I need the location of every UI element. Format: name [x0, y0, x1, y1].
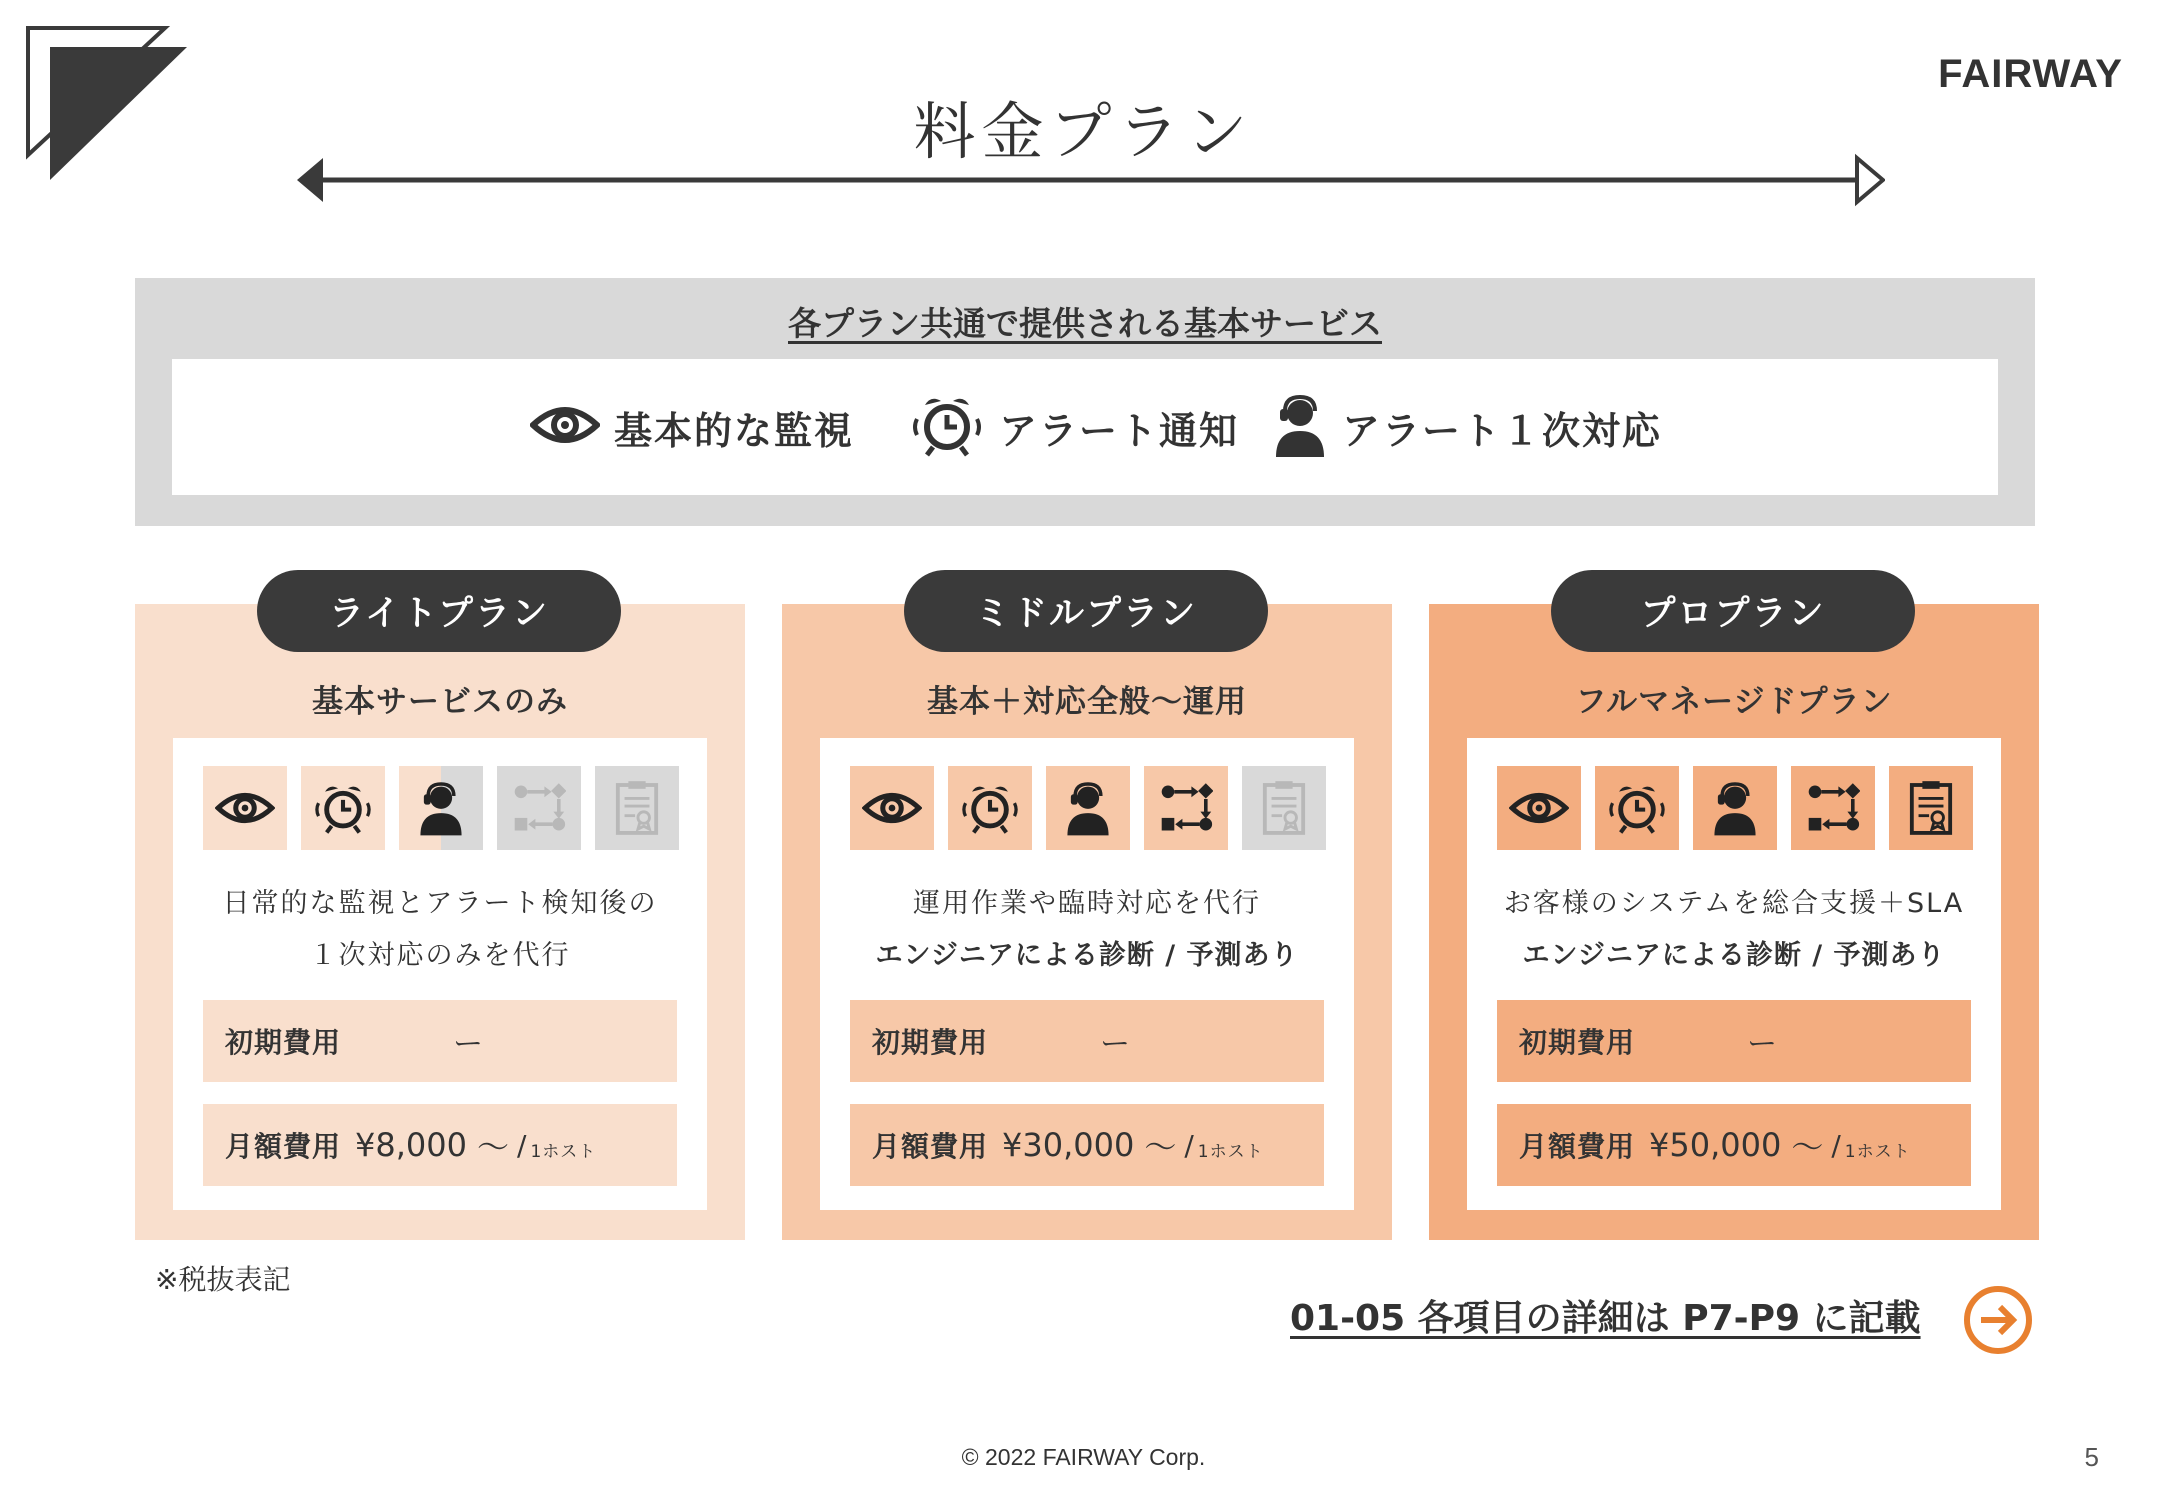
service-label: アラート通知 — [999, 408, 1240, 453]
feature-tile — [399, 766, 483, 850]
alarm-icon — [959, 781, 1021, 835]
plan-card-middle — [782, 594, 1392, 1240]
description-line: １次対応のみを代行 — [309, 940, 571, 971]
arrow-right-circle-icon[interactable] — [1962, 1284, 2034, 1356]
eye-icon — [1509, 787, 1569, 829]
initial-fee-row — [850, 1000, 1324, 1082]
range-arrow — [295, 150, 1885, 210]
service-label: アラート１次対応 — [1342, 408, 1663, 453]
feature-icons — [203, 766, 679, 850]
initial-fee-value: ー — [1100, 1027, 1131, 1062]
monthly-fee-row — [203, 1104, 677, 1186]
description-line: エンジニアによる診断 / 予測あり — [875, 940, 1299, 971]
copyright: © 2022 FAIRWAY Corp. — [961, 1444, 1206, 1470]
initial-fee-row — [1497, 1000, 1971, 1082]
feature-tile — [497, 766, 581, 850]
description-line: 運用作業や臨時対応を代行 — [913, 888, 1261, 919]
plan-description — [820, 878, 1354, 982]
monthly-fee-row — [850, 1104, 1324, 1186]
feature-tile — [948, 766, 1032, 850]
plan-name-pill: ミドルプラン — [904, 570, 1268, 652]
headset-operator-icon — [1064, 780, 1112, 836]
feature-tile — [1242, 766, 1326, 850]
feature-tile — [203, 766, 287, 850]
alarm-icon — [312, 781, 374, 835]
workflow-icon — [1159, 781, 1213, 835]
description-line: お客様のシステムを総合支援＋SLA — [1503, 888, 1965, 919]
initial-fee-value: ー — [1747, 1027, 1778, 1062]
details-link[interactable]: 01-05 各項目の詳細は P7-P9 に記載 — [1290, 1298, 1921, 1339]
service-monitoring — [530, 359, 854, 495]
feature-tile — [1046, 766, 1130, 850]
feature-tile — [1497, 766, 1581, 850]
service-alert — [909, 359, 1239, 495]
plan-details — [173, 738, 707, 1210]
eye-icon — [215, 787, 275, 829]
feature-tile — [1889, 766, 1973, 850]
plan-name-pill: プロプラン — [1551, 570, 1915, 652]
price-unit: 1ホスト — [530, 1141, 597, 1162]
brand-logo: FAIRWAY — [1938, 52, 2123, 96]
monthly-fee-label: 月額費用 — [225, 1130, 342, 1163]
common-services-list — [172, 359, 1998, 495]
plan-details — [1467, 738, 2001, 1210]
monthly-fee-row — [1497, 1104, 1971, 1186]
price-slash: / — [1184, 1128, 1194, 1162]
price-unit: 1ホスト — [1197, 1141, 1264, 1162]
feature-tile — [1791, 766, 1875, 850]
initial-fee-row — [203, 1000, 677, 1082]
plan-description — [173, 878, 707, 982]
feature-icons — [850, 766, 1326, 850]
page-number: 5 — [2084, 1442, 2099, 1472]
price-tilde: 〜 — [476, 1128, 509, 1166]
alarm-icon — [909, 393, 985, 461]
initial-fee-label: 初期費用 — [872, 1026, 989, 1059]
feature-tile — [850, 766, 934, 850]
plan-subtitle: 基本サービスのみ — [312, 684, 568, 720]
plan-card-lite — [135, 594, 745, 1240]
plan-details — [820, 738, 1354, 1210]
plan-subtitle: 基本＋対応全般〜運用 — [927, 684, 1247, 720]
initial-fee-label: 初期費用 — [1519, 1026, 1636, 1059]
monthly-fee-label: 月額費用 — [872, 1130, 989, 1163]
price-tilde: 〜 — [1144, 1128, 1177, 1166]
service-first-response — [1272, 359, 1662, 495]
feature-tile — [1144, 766, 1228, 850]
alarm-icon — [1606, 781, 1668, 835]
monthly-fee-price: ¥30,000 — [1002, 1126, 1135, 1164]
price-unit: 1ホスト — [1844, 1141, 1911, 1162]
common-services-panel — [135, 278, 2035, 526]
monthly-fee-price: ¥8,000 — [355, 1126, 467, 1164]
headset-operator-icon — [1711, 780, 1759, 836]
price-slash: / — [517, 1128, 527, 1162]
feature-icons — [1497, 766, 1973, 850]
price-slash: / — [1831, 1128, 1841, 1162]
headset-operator-icon — [417, 780, 465, 836]
monthly-fee-price: ¥50,000 — [1649, 1126, 1782, 1164]
initial-fee-label: 初期費用 — [225, 1026, 342, 1059]
feature-tile — [301, 766, 385, 850]
plan-card-pro — [1429, 594, 2039, 1240]
certificate-icon — [1261, 779, 1307, 837]
feature-tile — [1693, 766, 1777, 850]
plan-name-pill: ライトプラン — [257, 570, 621, 652]
feature-tile — [595, 766, 679, 850]
certificate-icon — [1908, 779, 1954, 837]
initial-fee-value: ー — [453, 1027, 484, 1062]
certificate-icon — [614, 779, 660, 837]
eye-icon — [862, 787, 922, 829]
plan-description — [1467, 878, 2001, 982]
workflow-icon — [512, 781, 566, 835]
common-services-title: 各プラン共通で提供される基本サービス — [788, 304, 1382, 343]
feature-tile — [1595, 766, 1679, 850]
workflow-icon — [1806, 781, 1860, 835]
eye-icon — [530, 400, 600, 454]
tax-note: ※税抜表記 — [155, 1263, 291, 1296]
service-label: 基本的な監視 — [614, 408, 855, 453]
description-line: エンジニアによる診断 / 予測あり — [1522, 940, 1946, 971]
page-title: 料金プラン — [913, 95, 1254, 168]
headset-operator-icon — [1272, 393, 1328, 461]
description-line: 日常的な監視とアラート検知後の — [222, 888, 658, 919]
monthly-fee-label: 月額費用 — [1519, 1130, 1636, 1163]
price-tilde: 〜 — [1791, 1128, 1824, 1166]
plan-subtitle: フルマネージドプラン — [1575, 684, 1893, 720]
